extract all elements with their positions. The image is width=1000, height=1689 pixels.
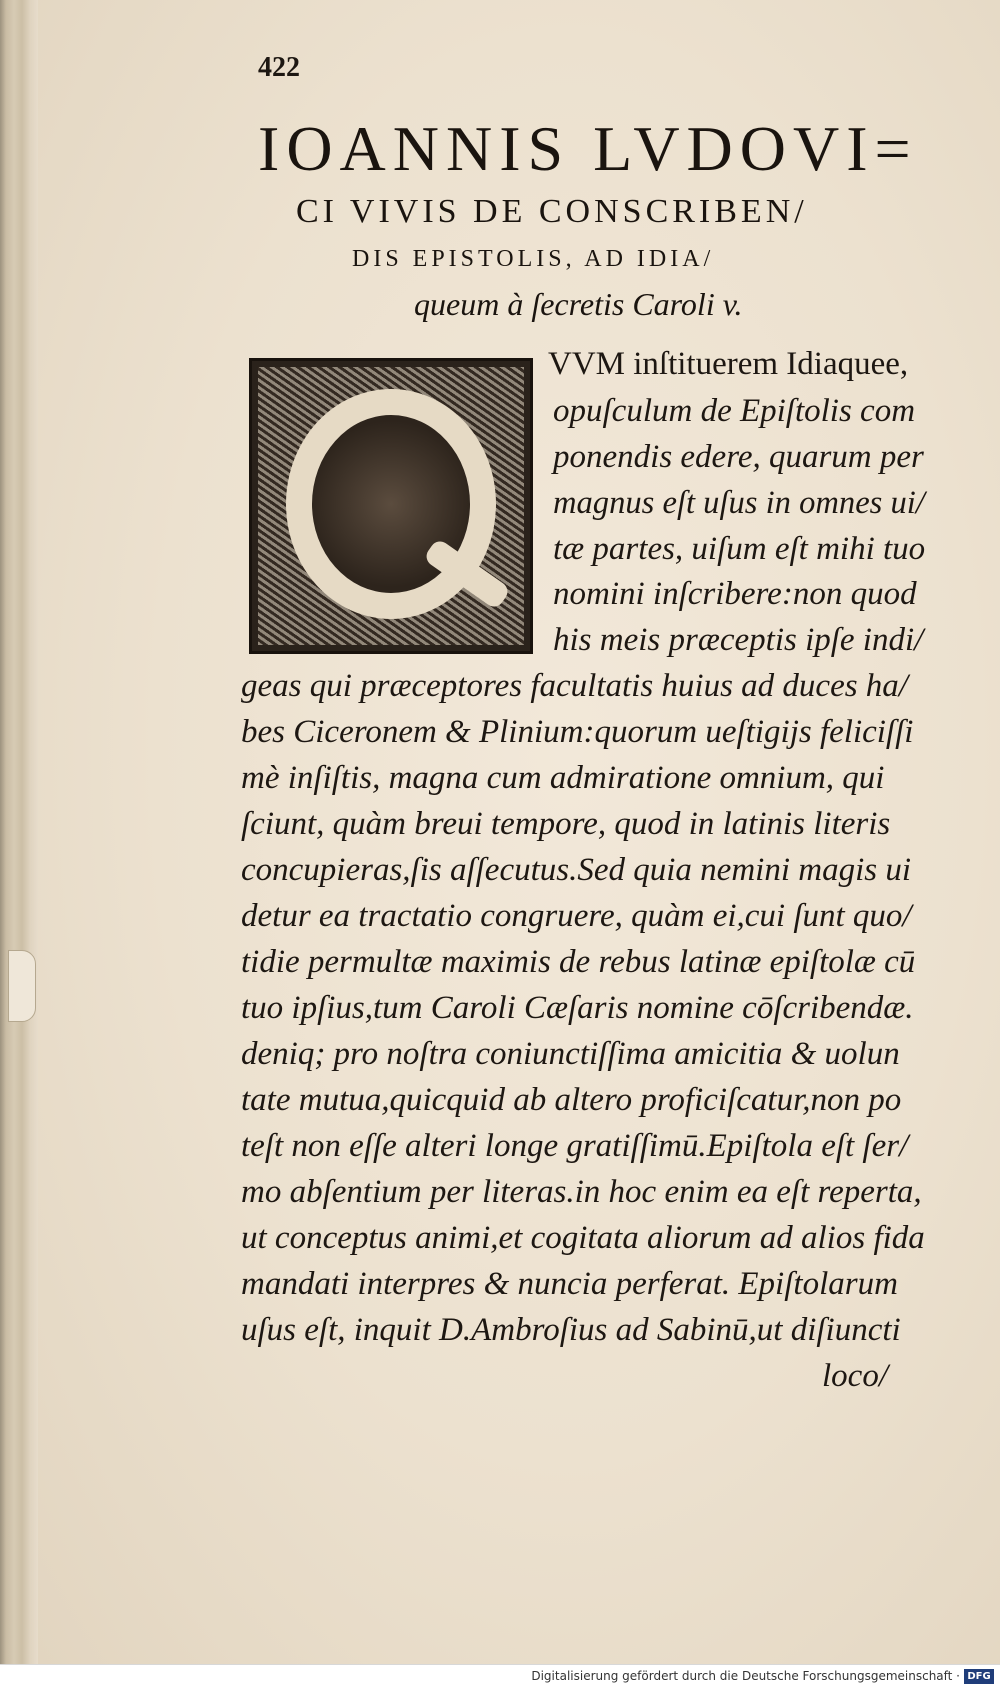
heading-line-3: DIS EPISTOLIS, AD IDIA/ xyxy=(352,246,715,272)
body-line: geas qui præceptores facultatis huius ad duces ha/ xyxy=(241,668,908,704)
body-line: ponendis edere, quarum per xyxy=(553,439,924,475)
body-line: concupieras,ſis aſſecutus.Sed quia nemini magis ui xyxy=(241,852,912,888)
body-line: nomini inſcribere:non quod xyxy=(553,576,917,612)
body-line: tidie permultæ maximis de rebus latinæ epiſtolæ cū xyxy=(241,944,916,980)
page-number: 422 xyxy=(258,52,300,83)
body-line: bes Ciceronem & Plinium:quorum ueſtigijs feliciſſi xyxy=(241,714,914,750)
body-line: mo abſentium per literas.in hoc enim ea eſt reperta, xyxy=(241,1174,922,1210)
body-line: ſciunt, quàm breui tempore, quod in latinis literis xyxy=(241,806,891,842)
body-line: teſt non eſſe alteri longe gratiſſimū.Epiſtola eſt ſer/ xyxy=(241,1128,909,1164)
body-line: opuſculum de Epiſtolis com xyxy=(553,393,916,429)
body-line: his meis præceptis ipſe indi/ xyxy=(553,622,924,658)
body-line: uſus eſt, inquit D.Ambroſius ad Sabinū,ut diſiuncti xyxy=(241,1312,901,1348)
heading-line-4: queum à ſecretis Caroli v. xyxy=(414,286,743,322)
body-line: mè inſiſtis, magna cum admiratione omnium, qui xyxy=(241,760,885,796)
body-line: mandati interpres & nuncia perferat. Epiſtolarum xyxy=(241,1266,898,1302)
body-line: magnus eſt uſus in omnes ui/ xyxy=(553,485,925,521)
body-line: ut conceptus animi,et cogitata aliorum ad alios fida xyxy=(241,1220,925,1256)
funding-credit: Digitalisierung gefördert durch die Deutsche Forschungsgemeinschaft · xyxy=(531,1669,960,1683)
body-line: VVM inſtituerem Idiaquee, xyxy=(548,346,909,382)
body-line: tæ partes, uiſum eſt mihi tuo xyxy=(553,531,926,567)
heading-line-2: CI VIVIS DE CONSCRIBEN/ xyxy=(296,193,808,230)
heading-line-1: IOANNIS LVDOVI= xyxy=(258,113,918,184)
digitization-footer xyxy=(0,1664,1000,1689)
body-line: detur ea tractatio congruere, quàm ei,cui ſunt quo/ xyxy=(241,898,912,934)
catchword: loco/ xyxy=(822,1358,888,1394)
dfg-logo: DFG xyxy=(964,1669,994,1684)
body-line: deniq; pro noſtra coniunctiſſima amicitia & uolun xyxy=(241,1036,900,1072)
body-line: tate mutua,quicquid ab altero proficiſcatur,non po xyxy=(241,1082,902,1118)
body-line: tuo ipſius,tum Caroli Cæſaris nomine cōſcribendæ. xyxy=(241,990,914,1026)
